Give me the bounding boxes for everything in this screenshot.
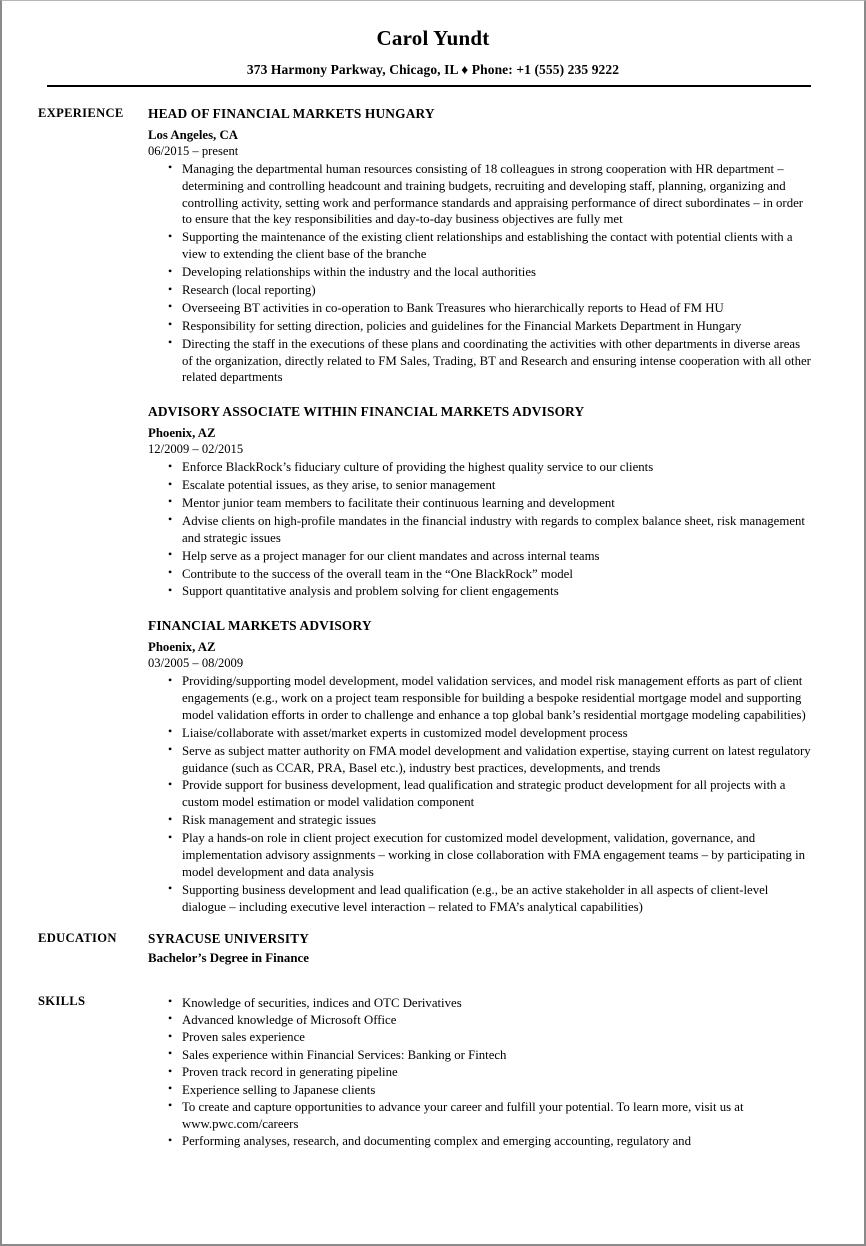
job-bullet: • Serve as subject matter authority on FMA model development and validation expertise, staying current on latest regulatory guidance (such as CCAR, PRA, Basel etc.), industry best practices, developments, and trends (148, 743, 812, 777)
skills-section (2, 994, 864, 1151)
job-bullet-list (148, 459, 812, 600)
skill-bullet: • Proven track record in generating pipeline (148, 1064, 812, 1081)
job-bullet: • Provide support for business development, lead qualification and strategic product development for all projects with a custom model estimation or model validation component (148, 777, 812, 811)
resume-header (2, 1, 864, 87)
education-body (148, 931, 864, 967)
resume-content (2, 1, 864, 1244)
job-entry (148, 618, 812, 915)
job-dates: 12/2009 – 02/2015 (148, 442, 244, 457)
skill-bullet: • Performing analyses, research, and documenting complex and emerging accounting, regulatory and (148, 1133, 812, 1150)
job-bullet: • Supporting the maintenance of the existing client relationships and establishing the contact with potential clients with a view to extending the client base of the branche (148, 229, 812, 263)
job-bullet: • Escalate potential issues, as they arise, to senior management (148, 477, 812, 494)
skill-bullet: • Advanced knowledge of Microsoft Office (148, 1012, 812, 1029)
header-divider (47, 85, 811, 87)
section-label-skills: SKILLS (38, 993, 86, 1008)
candidate-name: Carol Yundt (376, 26, 490, 50)
skill-bullet: • Knowledge of securities, indices and OTC Derivatives (148, 995, 812, 1012)
skill-bullet: • Proven sales experience (148, 1029, 812, 1046)
job-bullet: • Providing/supporting model development, model validation services, and model risk management efforts as part of client engagements (e.g., work on a project team responsible for building a bespoke residential mortgage model and supporting model validation efforts in order to challenge and enhance a top global bank’s residential mortgage modeling capabilities) (148, 673, 812, 724)
job-location: Phoenix, AZ (148, 640, 216, 655)
job-bullet: • Play a hands-on role in client project execution for customized model development, validation, governance, and implementation advisory assignments – working in close collaboration with FMA engagement teams – by participating in model development and data analysis (148, 830, 812, 881)
experience-body (148, 106, 864, 916)
job-bullet: • Risk management and strategic issues (148, 812, 812, 829)
job-bullet: • Liaise/collaborate with asset/market experts in customized model development process (148, 725, 812, 742)
section-label-experience: EXPERIENCE (38, 105, 124, 120)
job-bullet: • Advise clients on high-profile mandates in the financial industry with regards to complex balance sheet, risk management and strategic issues (148, 513, 812, 547)
job-dates: 03/2005 – 08/2009 (148, 656, 244, 671)
skills-body (148, 994, 864, 1151)
education-degree: Bachelor’s Degree in Finance (148, 951, 309, 966)
section-label-education: EDUCATION (38, 930, 117, 945)
skill-bullet: • To create and capture opportunities to advance your career and fulfill your potential. To learn more, visit us at www.pwc.com/careers (148, 1099, 812, 1133)
job-bullet: • Contribute to the success of the overall team in the “One BlackRock” model (148, 566, 812, 583)
job-bullet: • Responsibility for setting direction, policies and guidelines for the Financial Markets Department in Hungary (148, 318, 812, 335)
education-section (2, 931, 864, 967)
job-location: Los Angeles, CA (148, 127, 238, 142)
job-entry (148, 404, 812, 600)
job-bullet-list (148, 673, 812, 915)
job-title: HEAD OF FINANCIAL MARKETS HUNGARY (148, 105, 435, 121)
education-school: SYRACUSE UNIVERSITY (148, 930, 309, 946)
skills-bullet-list (148, 995, 812, 1151)
skill-bullet: • Sales experience within Financial Services: Banking or Fintech (148, 1047, 812, 1064)
job-dates: 06/2015 – present (148, 144, 239, 159)
job-location: Phoenix, AZ (148, 426, 216, 441)
skill-bullet: • Experience selling to Japanese clients (148, 1082, 812, 1099)
job-title: FINANCIAL MARKETS ADVISORY (148, 618, 372, 634)
job-title: ADVISORY ASSOCIATE WITHIN FINANCIAL MARKETS ADVISORY (148, 404, 585, 420)
job-bullet: • Enforce BlackRock’s fiduciary culture of providing the highest quality service to our clients (148, 459, 812, 476)
job-bullet-list (148, 161, 812, 387)
job-bullet: • Managing the departmental human resources consisting of 18 colleagues in strong cooperation with HR department – determining and controlling headcount and training budgets, recruiting and developing staff, planning, organizing and controlling activity, setting work and performance standards and appraising performance of direct subordinates – in order to ensure that the key responsibilities and day-to-day business objectives are fully met (148, 161, 812, 229)
job-entry (148, 106, 812, 386)
job-bullet: • Overseeing BT activities in co-operation to Bank Treasures who hierarchically reports to Head of FM HU (148, 300, 812, 317)
job-bullet: • Support quantitative analysis and problem solving for client engagements (148, 583, 812, 600)
experience-section (2, 106, 864, 916)
job-bullet: • Research (local reporting) (148, 282, 812, 299)
job-bullet: • Developing relationships within the industry and the local authorities (148, 264, 812, 281)
job-bullet: • Help serve as a project manager for our client mandates and across internal teams (148, 548, 812, 565)
job-bullet: • Mentor junior team members to facilitate their continuous learning and development (148, 495, 812, 512)
candidate-contact-line: 373 Harmony Parkway, Chicago, IL ♦ Phone: +1 (555) 235 9222 (246, 62, 620, 78)
job-bullet: • Supporting business development and lead qualification (e.g., be an active stakeholder in all aspects of client-level dialogue – including executive level interaction – related to FMA’s analytical capabilities) (148, 882, 812, 916)
job-bullet: • Directing the staff in the executions of these plans and coordinating the activities with other departments in diverse areas of the organization, directly related to FM Sales, Trading, BT and Research and ensuring intense cooperation with all other related departments (148, 336, 812, 387)
